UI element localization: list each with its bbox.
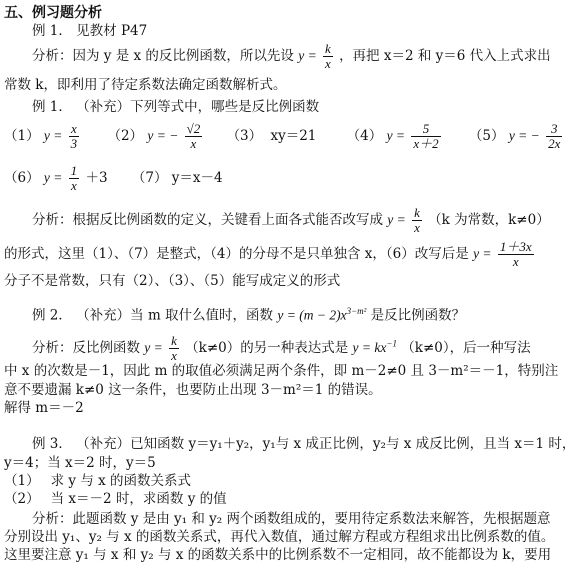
example-3-analysis-line-1: 分析：此题函数 y 是由 y₁ 和 y₂ 两个函数组成的，要用待定系数法来解答，先根据题意 (32, 511, 551, 527)
fraction-k-over-x: $\frac{k}{x}$ (324, 41, 331, 71)
example-2-analysis-line-3: 意不要遗漏 k≠0 这一条件，也要防止出现 3－m²＝1 的错误。 (4, 382, 382, 398)
example-1-analysis-line-2: 常数 k，即利用了待定系数法确定函数解析式。 (4, 77, 287, 93)
supplement-1-analysis-line-1: 分析：根据反比例函数的定义，关键看上面各式能否改写成 y = $\frac{k}{x}$ （k 为常数，k≠0） (32, 205, 550, 235)
example-2-analysis-line-1: 分析：反比例函数 y = $\frac{k}{x}$ （k≠0）的另一种表达式是 $y = kx^{-1}$ （k≠0），后一种写法 (32, 333, 531, 363)
example-3-analysis-line-3: 这里要注意 y₁ 与 x 和 y₂ 与 x 的函数关系中的比例系数不一定相同，故不能都设为 k，要用 (4, 547, 552, 563)
example-3-line-1: 例 3． （补充）已知函数 y＝y₁＋y₂，y₁与 x 成正比例，y₂与 x 成反比例，且当 x＝1 时， (32, 436, 575, 452)
supplement-1-heading: 例 1． （补充）下列等式中，哪些是反比例函数 (32, 99, 320, 115)
equation-row-1: （1） y = $\frac{x}{3}$ （2） y = − $\frac{√2}{x}$ （3） xy＝21 （4） y = $\frac{5}{x+2}$ （5） y = − $\frac{3}{2x}$ (4, 121, 561, 151)
section-title: 五、例习题分析 (4, 5, 102, 21)
example-2-answer: 解得 m＝－2 (4, 400, 84, 416)
supplement-1-analysis-line-2: 的形式，这里（1）、（7）是整式，（4）的分母不是只单独含 x，（6）改写后是 y = $\frac{1+3x}{x}$ (4, 239, 532, 269)
example-2-heading: 例 2． （补充）当 m 取什么值时，函数 $y = (m - 2)x^{3-m^2}$ 是反比例函数？ (32, 306, 466, 324)
example-1-heading: 例 1． 见教材 P47 (32, 23, 148, 39)
supplement-1-analysis-line-3: 分子不是常数，只有（2）、（3）、（5）能写成定义的形式 (4, 273, 341, 289)
example-2-analysis-line-2: 中 x 的次数是－1，因此 m 的取值必须满足两个条件，即 m－2≠0 且 3－m²＝－1，特别注 (4, 363, 559, 379)
example-3-part-1: （1） 求 y 与 x 的函数关系式 (4, 473, 192, 489)
example-1-analysis-line-1: 分析：因为 y 是 x 的反比例函数，所以先设 y = $\frac{k}{x}$ ，再把 x＝2 和 y＝6 代入上式求出 (32, 41, 551, 71)
equation-row-2: （6） y = $\frac{1}{x}$ ＋3 （7） y＝x－4 (4, 163, 223, 193)
example-3-part-2: （2） 当 x＝－2 时，求函数 y 的值 (4, 491, 227, 507)
example-3-analysis-line-2: 分别设出 y₁、y₂ 与 x 的函数关系式，再代入数值，通过解方程或方程组求出比例系数的值。 (4, 529, 555, 545)
example-3-line-2: y＝4；当 x＝2 时，y＝5 (4, 455, 156, 471)
